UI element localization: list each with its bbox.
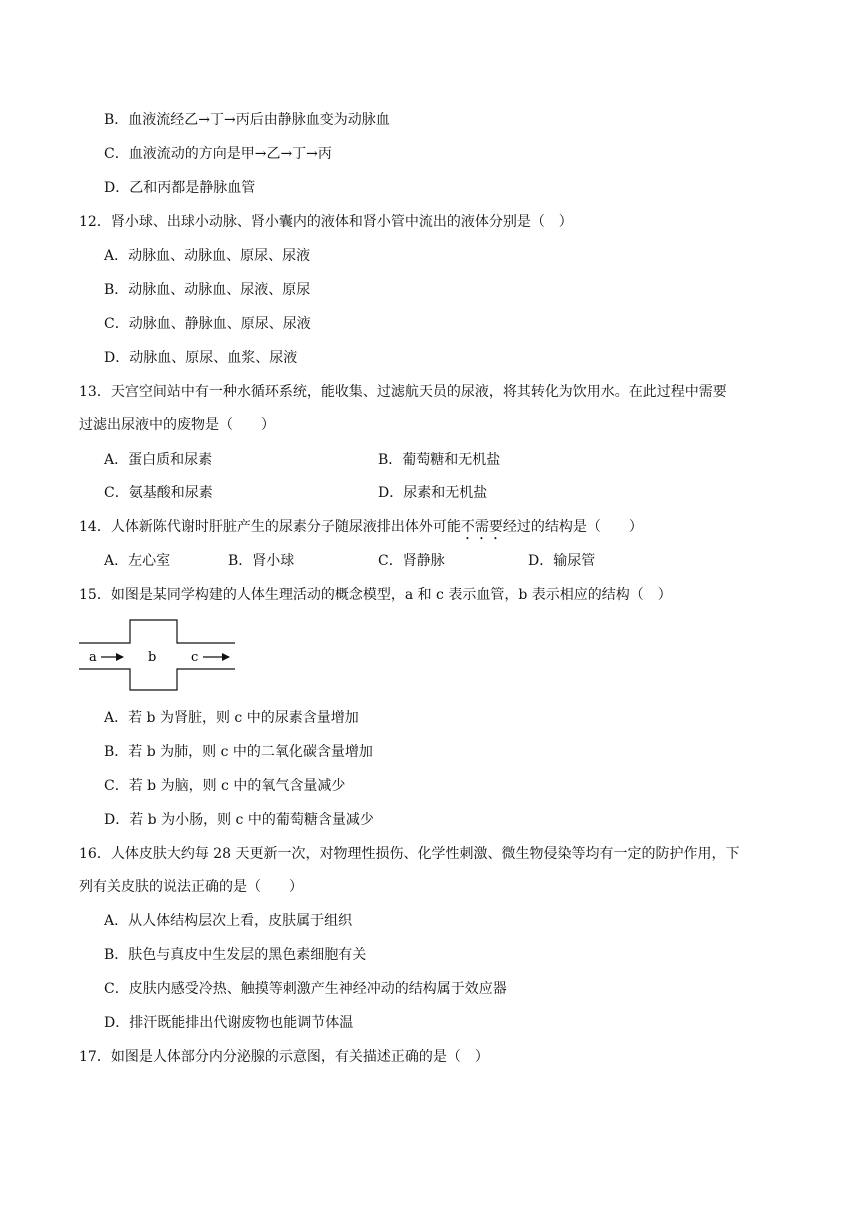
q15-option-c: C．若 b 为脑，则 c 中的氧气含量减少	[104, 778, 346, 794]
q13-stem-line1: 13．天宫空间站中有一种水循环系统，能收集、过滤航天员的尿液，将其转化为饮用水。在此过程中需要	[79, 384, 727, 400]
q15-option-b: B．若 b 为肺，则 c 中的二氧化碳含量增加	[104, 744, 373, 760]
q14-option-d: D．输尿管	[528, 553, 596, 569]
q13-option-a: A．蛋白质和尿素	[104, 452, 213, 468]
q11-option-b: B．血液流经乙→丁→丙后由静脉血变为动脉血	[104, 112, 390, 128]
label-c: c	[191, 650, 199, 665]
q16-option-c: C．皮肤内感受冷热、触摸等刺激产生神经冲动的结构属于效应器	[104, 981, 507, 997]
q15-option-d: D．若 b 为小肠，则 c 中的葡萄糖含量减少	[104, 812, 374, 828]
q11-option-c: C．血液流动的方向是甲→乙→丁→丙	[104, 146, 332, 162]
q14-stem-pre: 14．人体新陈代谢时肝脏产生的尿素分子随尿液排出体外可能	[79, 519, 461, 535]
q14-option-a: A．左心室	[104, 553, 171, 569]
q16-option-a: A．从人体结构层次上看，皮肤属于组织	[104, 913, 353, 929]
q13-option-b: B．葡萄糖和无机盐	[378, 452, 501, 468]
q12-option-d: D．动脉血、原尿、血浆、尿液	[104, 350, 298, 366]
q14-stem-post: 经过的结构是（ ）	[502, 519, 643, 535]
q16-option-d: D．排汗既能排出代谢废物也能调节体温	[104, 1015, 354, 1031]
q14-stem	[79, 517, 643, 537]
q12-stem: 12．肾小球、出球小动脉、肾小囊内的液体和肾小管中流出的液体分别是（ ）	[79, 214, 573, 230]
q12-option-a: A．动脉血、动脉血、原尿、尿液	[104, 248, 311, 264]
concept-model-diagram	[79, 618, 239, 692]
q11-option-d: D．乙和丙都是静脉血管	[104, 180, 256, 196]
q12-option-b: B．动脉血、动脉血、尿液、原尿	[104, 282, 311, 298]
q14-stem-emphasis: 不需要	[460, 519, 503, 535]
vessel-outline	[79, 620, 235, 690]
q13-stem-line2: 过滤出尿液中的废物是（ ）	[79, 417, 275, 433]
q13-option-d: D．尿素和无机盐	[378, 485, 488, 501]
label-b: b	[148, 650, 157, 665]
q14-option-b: B．肾小球	[228, 553, 295, 569]
q16-stem-line2: 列有关皮肤的说法正确的是（ ）	[79, 879, 303, 895]
q16-stem-line1: 16．人体皮肤大约每 28 天更新一次，对物理性损伤、化学性刺激、微生物侵染等均有一定的防护作用，下	[79, 846, 740, 862]
q15-option-a: A．若 b 为肾脏，则 c 中的尿素含量增加	[104, 710, 359, 726]
label-a: a	[89, 650, 97, 665]
q14-option-c: C．肾静脉	[378, 553, 445, 569]
q13-option-c: C．氨基酸和尿素	[104, 485, 213, 501]
q12-option-c: C．动脉血、静脉血、原尿、尿液	[104, 316, 311, 332]
q15-stem: 15．如图是某同学构建的人体生理活动的概念模型，a 和 c 表示血管，b 表示相应的结构（ ）	[79, 587, 672, 603]
q16-option-b: B．肤色与真皮中生发层的黑色素细胞有关	[104, 947, 367, 963]
q17-stem: 17．如图是人体部分内分泌腺的示意图，有关描述正确的是（ ）	[79, 1049, 489, 1065]
